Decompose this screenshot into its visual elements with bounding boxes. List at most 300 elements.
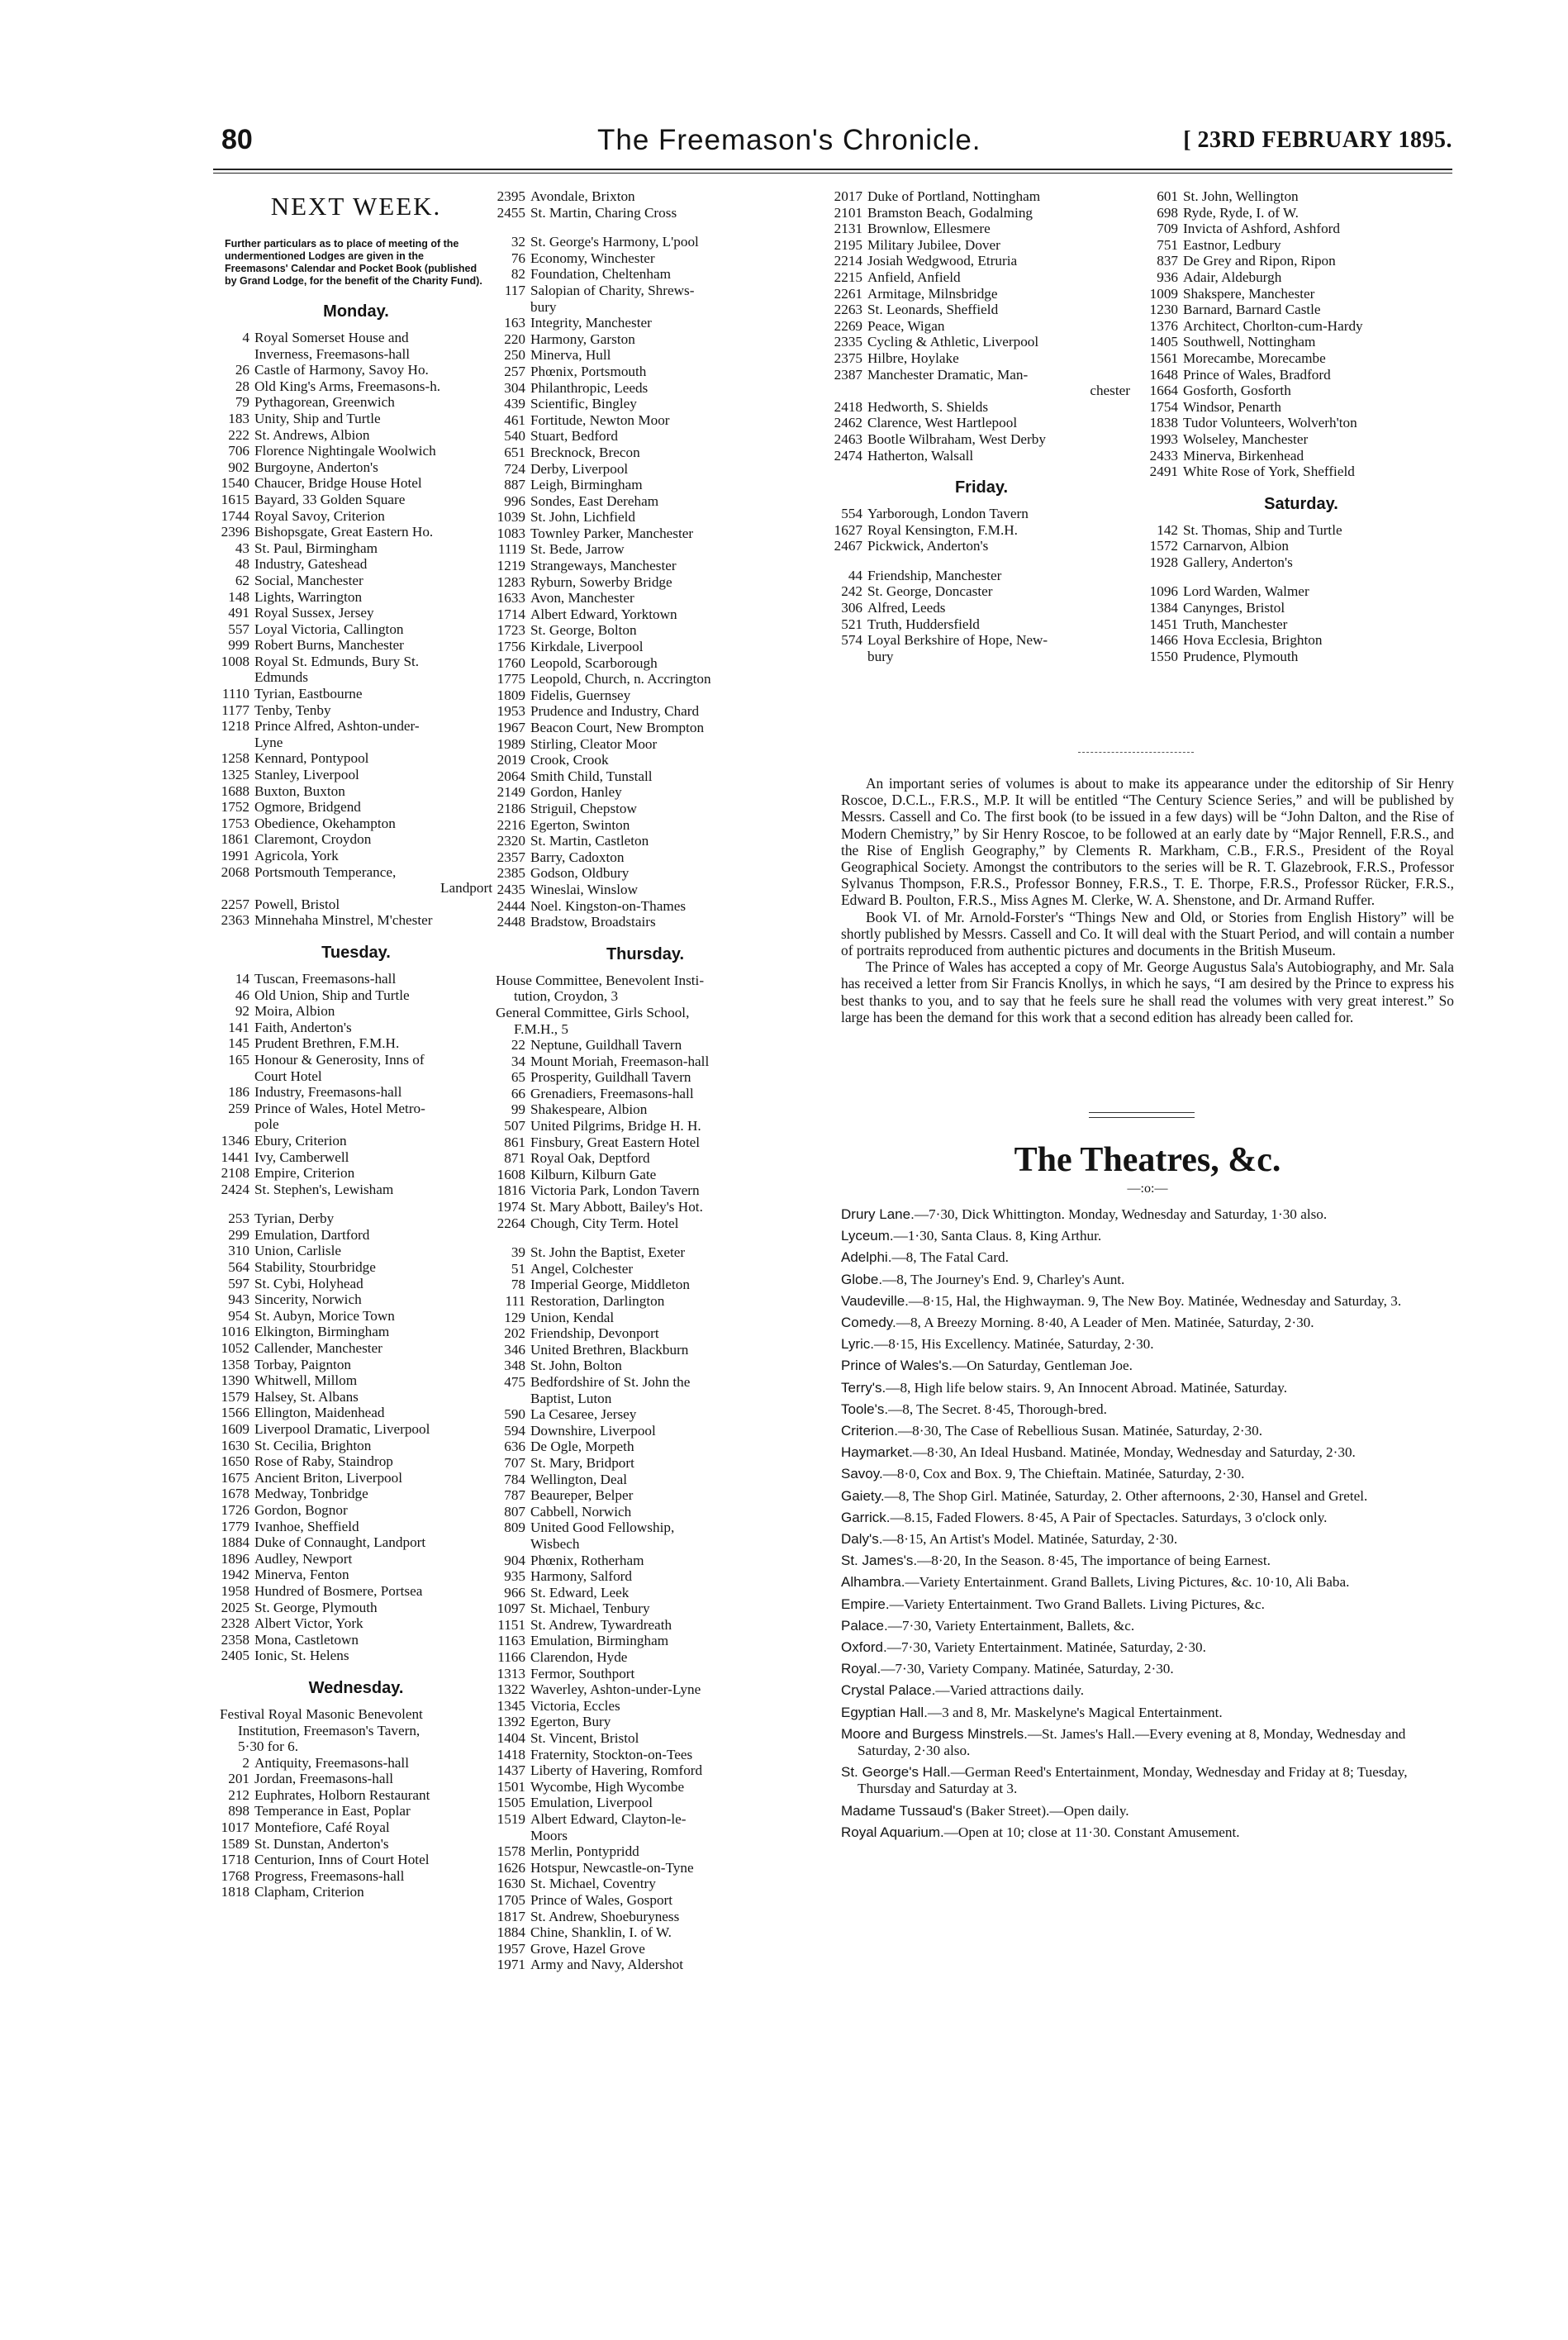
lodge-entry-cont: Inverness, Freemasons-hall <box>254 345 411 362</box>
lodge-number: 706 <box>228 443 249 459</box>
lodge-number: 2328 <box>221 1615 249 1632</box>
theatre-details: —8, The Fatal Card. <box>891 1249 1009 1266</box>
lodge-number: 48 <box>235 556 249 573</box>
lodge-entry <box>496 1150 795 1167</box>
lodge-entry <box>833 448 1130 464</box>
lodge-entry <box>220 573 492 589</box>
lodge-number: 165 <box>228 1051 249 1068</box>
lodge-entry <box>833 334 1130 350</box>
lodge-number: 2405 <box>221 1648 249 1664</box>
lodge-entry <box>496 752 795 768</box>
lodge-number: 1572 <box>1149 538 1178 554</box>
lodge-entry <box>496 1747 795 1763</box>
theatre-entry <box>841 1596 1454 1613</box>
lodge-name: Integrity, Manchester <box>530 315 652 331</box>
lodge-entry <box>833 632 1130 649</box>
lodge-name: Neptune, Guildhall Tavern <box>530 1037 682 1053</box>
lodge-number: 250 <box>504 347 525 364</box>
lodge-number: 564 <box>228 1259 249 1276</box>
lodge-number: 439 <box>504 396 525 412</box>
theatre-entry <box>841 1293 1454 1310</box>
lodge-number: 1437 <box>497 1762 525 1779</box>
lodge-name: Stirling, Cleator Moor <box>530 735 658 752</box>
lodge-name: Downshire, Liverpool <box>530 1422 656 1439</box>
lodge-entry-cont: Wisbech <box>530 1535 580 1552</box>
lodge-entry <box>496 1053 795 1070</box>
lodge-name: United Pilgrims, Bridge H. H. <box>530 1118 701 1134</box>
lodge-entry <box>833 600 1130 616</box>
lodge-entry <box>220 330 492 346</box>
lodge-entry <box>220 987 492 1004</box>
theatres-ornament: —:o:— <box>1127 1182 1168 1196</box>
lodge-number: 28 <box>235 378 249 394</box>
lodge-name: Derby, Liverpool <box>530 460 629 477</box>
lodge-entry-cont: Lyne <box>254 734 283 750</box>
page-number: 80 <box>221 124 253 155</box>
lodge-entry <box>496 1730 795 1747</box>
lodge-name: Ivanhoe, Sheffield <box>254 1518 359 1534</box>
lodge-entry <box>496 1277 795 1293</box>
lodge-name: Ryde, Ryde, I. of W. <box>1183 204 1299 221</box>
theatre-name: Empire. <box>841 1596 890 1612</box>
theatre-details: —Variety Entertainment. Two Grand Ballets. Living Pictures, &c. <box>889 1596 1265 1612</box>
lodge-entry <box>1148 367 1454 383</box>
news-article <box>841 775 1454 1025</box>
lodge-name: Tuscan, Freemasons-hall <box>254 970 397 987</box>
theatre-entry <box>841 1824 1454 1841</box>
lodge-number: 999 <box>228 637 249 654</box>
theatre-details: (Baker Street).—Open daily. <box>962 1802 1129 1819</box>
lodge-entry <box>496 784 795 801</box>
lodge-name: Minerva, Hull <box>530 347 611 364</box>
theatre-name: Haymarket. <box>841 1444 913 1461</box>
lodge-entry <box>220 1852 492 1868</box>
lodge-name: Clarence, West Hartlepool <box>867 415 1018 431</box>
lodge-entry <box>496 1666 795 1682</box>
lodge-name: Harmony, Garston <box>530 331 635 347</box>
lodge-name: Shakespeare, Albion <box>530 1101 648 1118</box>
lodge-number: 2433 <box>1149 447 1178 464</box>
lodge-name: Buxton, Buxton <box>254 782 345 799</box>
lodge-entry <box>220 621 492 638</box>
lodge-name: St. Michael, Tenbury <box>530 1600 650 1617</box>
lodge-name: Tenby, Tenby <box>254 702 331 718</box>
lodge-entry <box>220 427 492 444</box>
lodge-name: Truth, Huddersfield <box>867 616 980 632</box>
lodge-entry <box>220 1052 492 1068</box>
lodge-entry <box>220 475 492 492</box>
lodge-entry <box>496 801 795 817</box>
meeting-entry-cont: Institution, Freemason's Tavern, <box>238 1722 421 1738</box>
lodge-entry <box>1148 269 1454 286</box>
lodge-number: 1519 <box>497 1811 525 1827</box>
lodge-entry <box>833 583 1130 600</box>
theatre-details: —Open at 10; close at 11·30. Constant Amusement. <box>943 1824 1240 1840</box>
lodge-entry <box>496 1244 795 1261</box>
lodge-name: Prince of Wales, Hotel Metro- <box>254 1100 425 1116</box>
lodge-number: 1884 <box>221 1534 249 1551</box>
lodge-name: Gosforth, Gosforth <box>1183 383 1291 399</box>
lodge-entry <box>220 1470 492 1486</box>
theatre-details: —8, The Shop Girl. Matinée, Saturday, 2. Other afternoons, 2·30, Hansel and Gretel. <box>884 1487 1368 1504</box>
lodge-name: Hundred of Bosmere, Portsea <box>254 1582 423 1599</box>
lodge-entry <box>220 799 492 816</box>
lodge-name: Old King's Arms, Freemasons-h. <box>254 378 441 394</box>
lodge-name: Phœnix, Portsmouth <box>530 363 647 379</box>
lodge-number: 2019 <box>497 752 525 768</box>
lodge-entry <box>496 412 795 429</box>
lodge-number: 1441 <box>221 1149 249 1165</box>
lodge-entry <box>496 1568 795 1585</box>
theatre-name: Comedy. <box>841 1315 896 1331</box>
lodge-name: Industry, Gateshead <box>254 556 368 573</box>
theatre-details: —8·30, An Ideal Husband. Matinée, Monday, Wednesday and Saturday, 2·30. <box>912 1444 1356 1461</box>
lodge-number: 1953 <box>497 703 525 720</box>
lodge-name: St. Paul, Birmingham <box>254 540 378 556</box>
lodge-name: Ancient Briton, Liverpool <box>254 1469 403 1486</box>
lodge-name: Minnehaha Minstrel, M'chester <box>254 912 433 929</box>
lodge-number: 475 <box>504 1373 525 1390</box>
theatre-details: —7·30, Variety Entertainment, Ballets, &c. <box>887 1617 1135 1634</box>
next-week-heading: NEXT WEEK. <box>270 192 442 221</box>
lodge-entry <box>496 266 795 283</box>
theatre-details: —7·30, Dick Whittington. Monday, Wednesday and Saturday, 1·30 also. <box>914 1206 1328 1222</box>
lodge-name: Victoria Park, London Tavern <box>530 1182 700 1199</box>
lodge-name: Fortitude, Newton Moor <box>530 411 670 428</box>
lodge-entry <box>833 367 1130 383</box>
lodge-number: 1775 <box>497 671 525 687</box>
lodge-name: Beacon Court, New Brompton <box>530 720 705 735</box>
lodge-entry <box>496 1892 795 1909</box>
lodge-number: 1404 <box>497 1730 525 1747</box>
lodge-entry <box>220 1182 492 1198</box>
lodge-number: 1313 <box>497 1665 525 1681</box>
lodge-entry <box>220 1165 492 1182</box>
lodge-name: St. Aubyn, Morice Town <box>254 1307 395 1324</box>
theatre-entry <box>841 1272 1454 1288</box>
lodge-name: St. George, Plymouth <box>254 1599 378 1615</box>
theatre-entry <box>841 1803 1454 1819</box>
lodge-entry <box>496 703 795 720</box>
lodge-entry <box>496 1811 795 1828</box>
day-heading: Wednesday. <box>308 1678 404 1697</box>
lodge-entry <box>496 1086 795 1102</box>
lodge-entry <box>496 1681 795 1698</box>
lodge-entry <box>496 1199 795 1215</box>
lodge-name: Ogmore, Bridgend <box>254 799 361 816</box>
lodge-number: 1942 <box>221 1567 249 1583</box>
lodge-entry <box>220 816 492 832</box>
lodge-name: Antiquity, Freemasons-hall <box>254 1754 409 1771</box>
lodge-name: St. John, Bolton <box>530 1358 622 1374</box>
lodge-name: Carnarvon, Albion <box>1183 538 1289 554</box>
lodge-entry <box>496 493 795 510</box>
lodge-entry <box>220 1868 492 1885</box>
lodge-entry <box>220 492 492 508</box>
lodge-name: Godson, Oldbury <box>530 865 630 882</box>
lodge-name: Leigh, Birmingham <box>530 477 643 493</box>
lodge-name: St. Leonards, Sheffield <box>867 302 999 318</box>
newspaper-title: The Freemason's Chronicle. <box>597 124 981 156</box>
lodge-name: United Good Fellowship, <box>530 1520 675 1536</box>
theatre-name: Crystal Palace. <box>841 1682 936 1699</box>
lodge-name: Albert Edward, Yorktown <box>530 606 677 622</box>
lodge-number: 1009 <box>1149 285 1178 302</box>
lodge-entry <box>496 1374 795 1391</box>
lodge-number: 557 <box>228 621 249 637</box>
lodge-name: United Brethren, Blackburn <box>530 1341 689 1358</box>
lodge-entry <box>496 526 795 542</box>
header-rule-thin <box>213 173 1452 174</box>
lodge-name: Manchester Dramatic, Man- <box>867 366 1029 383</box>
lodge-number: 966 <box>504 1584 525 1600</box>
lodge-number: 724 <box>504 460 525 477</box>
lodge-number: 26 <box>235 362 249 378</box>
lodge-name: Egerton, Swinton <box>530 816 630 833</box>
lodge-number: 148 <box>228 588 249 605</box>
theatre-name: Criterion. <box>841 1423 898 1439</box>
lodge-name: Anfield, Anfield <box>867 269 961 285</box>
theatre-entry <box>841 1553 1454 1569</box>
lodge-name: De Grey and Ripon, Ripon <box>1183 253 1336 269</box>
lodge-name: Montefiore, Café Royal <box>254 1819 390 1836</box>
lodge-entry <box>833 188 1130 205</box>
lodge-number: 346 <box>504 1341 525 1358</box>
lodge-entry <box>496 574 795 591</box>
lodge-name: Mount Moriah, Freemason-hall <box>530 1053 710 1069</box>
lodge-name: Prudent Brethren, F.M.H. <box>254 1035 400 1052</box>
lodge-entry <box>1148 253 1454 269</box>
lodge-number: 2214 <box>834 253 862 269</box>
lodge-entry <box>1148 522 1454 539</box>
lodge-number: 954 <box>228 1307 249 1324</box>
lodge-name: Chine, Shanklin, I. of W. <box>530 1924 672 1941</box>
lodge-number: 1957 <box>497 1940 525 1957</box>
lodge-name: St. Thomas, Ship and Turtle <box>1183 521 1342 538</box>
lodge-entry <box>1148 188 1454 205</box>
lodge-number: 861 <box>504 1134 525 1150</box>
lodge-name: Grenadiers, Freemasons-hall <box>530 1085 694 1101</box>
lodge-name: Barry, Cadoxton <box>530 849 625 865</box>
lodge-entry <box>496 768 795 785</box>
lodge-number: 1896 <box>221 1550 249 1567</box>
lodge-number: 1589 <box>221 1835 249 1852</box>
theatre-entry <box>841 1618 1454 1634</box>
theatre-entry <box>841 1401 1454 1418</box>
lodge-entry <box>496 364 795 380</box>
theatres-heading: The Theatres, &c. <box>1014 1141 1281 1179</box>
day-heading: Monday. <box>323 302 389 321</box>
lodge-number: 540 <box>504 428 525 445</box>
lodge-name: Kilburn, Kilburn Gate <box>530 1166 657 1182</box>
lodge-entry <box>1148 464 1454 480</box>
theatre-details: —8.15, Faded Flowers. 8·45, A Pair of Spectacles. Saturdays, 3 o'clock only. <box>890 1509 1328 1525</box>
lodge-name: Friendship, Devonport <box>530 1325 659 1342</box>
lodge-number: 1016 <box>221 1324 249 1340</box>
lodge-number: 1993 <box>1149 430 1178 447</box>
lodge-name: Hotspur, Newcastle-on-Tyne <box>530 1859 694 1876</box>
lodge-entry <box>496 1167 795 1183</box>
lodge-number: 79 <box>235 394 249 411</box>
lodge-name: Ionic, St. Helens <box>254 1648 349 1664</box>
lodge-entry <box>496 234 795 250</box>
lodge-name: Empire, Criterion <box>254 1165 355 1182</box>
lodge-name: Union, Kendal <box>530 1309 615 1325</box>
lodge-entry <box>1148 302 1454 318</box>
lodge-entry <box>220 1035 492 1052</box>
lodge-name: Prince of Wales, Bradford <box>1183 366 1331 383</box>
lodge-entry <box>496 188 795 205</box>
lodge-entry <box>220 1276 492 1292</box>
lodge-name: Stuart, Bedford <box>530 428 618 445</box>
lodge-name: Social, Manchester <box>254 572 363 588</box>
lodge-number: 1989 <box>497 735 525 752</box>
lodge-number: 1052 <box>221 1340 249 1357</box>
lodge-entry <box>1148 649 1454 665</box>
lodge-name: St. Martin, Charing Cross <box>530 204 677 221</box>
lodge-number: 141 <box>228 1019 249 1035</box>
lodge-entry-cont: bury <box>867 648 894 664</box>
lodge-name: St. George's Harmony, L'pool <box>530 234 699 250</box>
lodge-name: St. Martin, Castleton <box>530 833 649 849</box>
theatre-entry <box>841 1682 1454 1699</box>
lodge-entry <box>1148 334 1454 350</box>
lodge-name: Loyal Berkshire of Hope, New- <box>867 632 1048 649</box>
lodge-entry <box>220 1819 492 1836</box>
theatre-details: —Varied attractions daily. <box>935 1682 1085 1699</box>
theatre-name: Drury Lane. <box>841 1206 915 1222</box>
lodge-number: 2269 <box>834 317 862 334</box>
lodge-name: Kirkdale, Liverpool <box>530 639 644 655</box>
day-heading: Friday. <box>954 478 1009 497</box>
lodge-number: 1744 <box>221 507 249 524</box>
lodge-name: Angel, Colchester <box>530 1260 634 1277</box>
lodge-name: Southwell, Nottingham <box>1183 334 1316 350</box>
lodge-number: 2396 <box>221 524 249 540</box>
lodge-number: 1967 <box>497 720 525 735</box>
lodge-name: Architect, Chorlton-cum-Hardy <box>1183 317 1363 334</box>
lodge-entry <box>220 508 492 525</box>
lodge-number: 1650 <box>221 1453 249 1470</box>
lodge-number: 163 <box>504 315 525 331</box>
lodge-entry <box>220 1405 492 1421</box>
lodge-number: 1177 <box>221 702 249 718</box>
lodge-number: 2462 <box>834 415 862 431</box>
lodge-entry <box>496 849 795 866</box>
lodge-name: Lights, Warrington <box>254 588 363 605</box>
theatre-details: —8·15, Hal, the Highwayman. 9, The New Boy. Matinée, Wednesday and Saturday, 3. <box>908 1292 1402 1309</box>
lodge-entry <box>220 1340 492 1357</box>
lodge-entry <box>496 1310 795 1326</box>
lodge-name: Morecambe, Morecambe <box>1183 350 1326 366</box>
lodge-entry <box>496 1649 795 1666</box>
lodge-number: 1283 <box>497 573 525 590</box>
lodge-number: 2444 <box>497 897 525 914</box>
lodge-name: Clapham, Criterion <box>254 1884 364 1900</box>
lodge-name: Hedworth, S. Shields <box>867 398 989 415</box>
theatre-details: —8·20, In the Season. 8·45, The importance of being Earnest. <box>917 1553 1271 1569</box>
lodge-name: Loyal Victoria, Callington <box>254 621 404 637</box>
section-divider <box>1078 752 1194 753</box>
lodge-entry <box>496 1455 795 1472</box>
lodge-entry <box>833 506 1130 522</box>
lodge-entry <box>496 1134 795 1151</box>
lodge-number: 2101 <box>834 204 862 221</box>
lodge-number: 253 <box>228 1210 249 1227</box>
lodge-number: 943 <box>228 1291 249 1308</box>
lodge-entry <box>220 362 492 378</box>
lodge-name: Fraternity, Stockton-on-Tees <box>530 1746 693 1762</box>
lodge-name: Fermor, Southport <box>530 1665 635 1681</box>
theatre-entry <box>841 1228 1454 1244</box>
lodge-number: 1884 <box>497 1924 525 1941</box>
lodge-name: Stanley, Liverpool <box>254 767 359 783</box>
theatre-name: Savoy. <box>841 1466 883 1482</box>
lodge-entry <box>1148 616 1454 633</box>
lodge-number: 554 <box>841 506 862 522</box>
lodge-number: 902 <box>228 459 249 475</box>
theatre-details: —3 and 8, Mr. Maskelyne's Magical Entertainment. <box>927 1704 1223 1720</box>
lodge-name: Scientific, Bingley <box>530 396 637 412</box>
lodge-name: Wellington, Deal <box>530 1471 627 1487</box>
lodge-entry <box>496 1037 795 1053</box>
lodge-entry <box>496 250 795 267</box>
lodge-entry <box>496 315 795 331</box>
lodge-entry <box>220 1389 492 1405</box>
lodge-name: Noel. Kingston-on-Thames <box>530 897 687 914</box>
lodge-number: 1809 <box>497 687 525 703</box>
lodge-name: Union, Carlisle <box>254 1243 342 1259</box>
lodge-entry <box>220 1308 492 1325</box>
lodge-number: 2320 <box>497 833 525 849</box>
lodge-number: 935 <box>504 1568 525 1585</box>
lodge-number: 2358 <box>221 1631 249 1648</box>
lodge-entry <box>496 1795 795 1811</box>
lodge-name: Bishopsgate, Great Eastern Ho. <box>254 524 434 540</box>
lodge-entry <box>220 459 492 476</box>
lodge-name: Truth, Manchester <box>1183 616 1288 632</box>
lodge-entry <box>220 1551 492 1567</box>
lodge-entry <box>220 1771 492 1787</box>
lodge-name: Royal Kensington, F.M.H. <box>867 521 1018 538</box>
lodge-number: 259 <box>228 1100 249 1116</box>
lodge-name: St. Mary Abbott, Bailey's Hot. <box>530 1199 703 1215</box>
meeting-entry-cont: F.M.H., 5 <box>514 1020 568 1037</box>
lodge-name: Emulation, Birmingham <box>530 1633 669 1649</box>
lodge-number: 1779 <box>221 1518 249 1534</box>
lodge-name: Philanthropic, Leeds <box>530 379 649 396</box>
lodge-number: 751 <box>1157 236 1178 253</box>
lodge-name: Friendship, Manchester <box>867 567 1002 583</box>
list-gap <box>833 554 1130 568</box>
lodge-entry <box>496 687 795 704</box>
lodge-number: 597 <box>228 1275 249 1291</box>
section-divider-bottom <box>1089 1117 1195 1118</box>
lodge-name: Florence Nightingale Woolwich <box>254 443 436 459</box>
lodge-number: 594 <box>504 1422 525 1439</box>
lodge-name: St. Edward, Leek <box>530 1584 630 1600</box>
lodge-name: Economy, Winchester <box>530 250 655 266</box>
lodge-entry <box>833 205 1130 221</box>
lodge-name: Foundation, Cheltenham <box>530 266 671 283</box>
lodge-entry <box>220 702 492 719</box>
lodge-number: 1561 <box>1149 350 1178 366</box>
lodge-number: 1566 <box>221 1405 249 1421</box>
lodge-name: Elkington, Birmingham <box>254 1324 390 1340</box>
lodge-number: 220 <box>504 331 525 347</box>
lodge-number: 809 <box>504 1520 525 1536</box>
theatre-name: Lyric. <box>841 1336 874 1353</box>
